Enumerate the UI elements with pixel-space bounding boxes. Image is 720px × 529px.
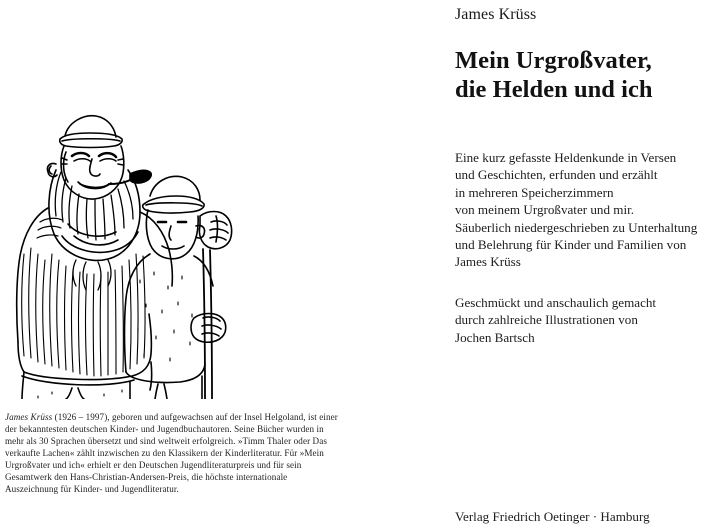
- cover-illustration: [4, 104, 244, 399]
- author-name-heading: James Krüss: [455, 6, 537, 23]
- biography-text: (1926 – 1997), geboren und aufgewachsen auf der Insel Helgoland, ist einer der bekanntesten deutschen Kinder- und Jugendbuchautoren. Seine Bücher wurden in mehr als 30 Sprachen übersetzt und sind weltweit erfolgreich. »Timm Thaler oder Das verkaufte Lachen« zählt inzwischen zu den Klassikern der Kinderliteratur. Für »Mein Urgroßvater und ich« erhielt er den Deutschen Jugendliteraturpreis und für sein Gesamtwerk den Hans-Christian-Andersen-Preis, die höchste internationale Auszeichnung für Kinder- und Jugendliteratur.: [5, 412, 338, 495]
- illustration-credits: [455, 294, 720, 346]
- left-column: [0, 0, 345, 529]
- book-title: [455, 46, 653, 104]
- blurb-line: und Geschichten, erfunden und erzählt: [455, 167, 658, 183]
- blurb-line: von meinem Urgroßvater und mir.: [455, 202, 635, 218]
- biography-author-name: James Krüss: [5, 412, 53, 422]
- blurb-line: James Krüss: [455, 254, 521, 270]
- blurb-line: in mehreren Speicherzimmern: [455, 184, 614, 200]
- blurb-line: Säuberlich niedergeschrieben zu Unterhaltung: [455, 219, 698, 235]
- book-title-line-2: die Helden und ich: [455, 76, 653, 103]
- credits-line: Geschmückt und anschaulich gemacht: [455, 295, 657, 310]
- credits-line: Jochen Bartsch: [455, 329, 535, 345]
- author-biography: [5, 411, 339, 495]
- publisher-imprint: Verlag Friedrich Oetinger · Hamburg: [455, 509, 650, 524]
- right-column: [455, 0, 720, 529]
- book-blurb: [455, 149, 720, 271]
- blurb-line: und Belehrung für Kinder und Familien von: [455, 237, 687, 253]
- blurb-line: Eine kurz gefasste Heldenkunde in Versen: [455, 150, 677, 165]
- book-title-line-1: Mein Urgroßvater,: [455, 47, 652, 74]
- credits-line: durch zahlreiche Illustrationen von: [455, 312, 638, 328]
